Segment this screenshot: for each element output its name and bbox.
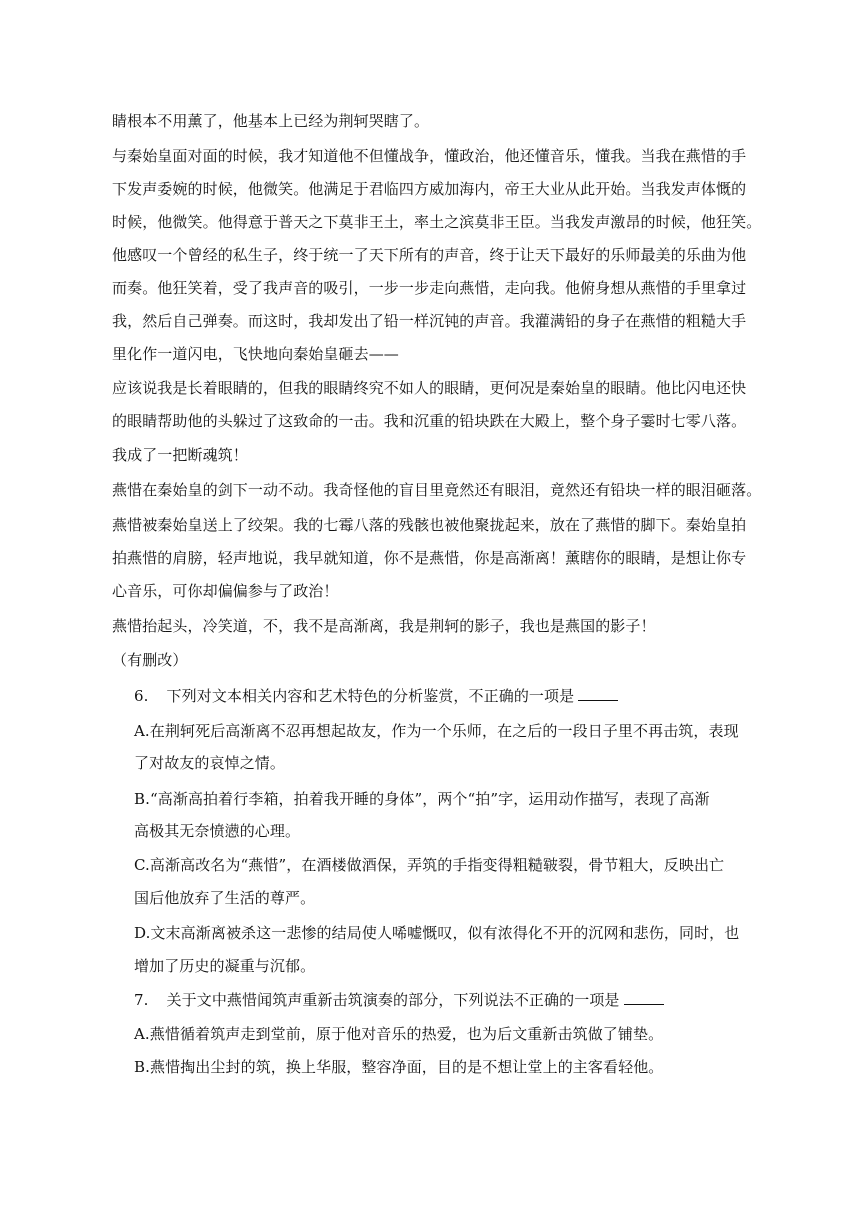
passage-line: 我，然后自己弹奏。而这时，我却发出了铅一样沉钝的声音。我灌满铅的身子在燕惜的粗糙大手 <box>112 312 747 330</box>
question-stem <box>134 686 618 706</box>
option-d-line-1: D.文末高渐离被杀这一悲惨的结局使人唏嘘慨叹，似有浓得化不开的沉网和悲伤，同时，也 <box>134 924 740 942</box>
answer-blank[interactable] <box>624 990 664 1005</box>
option-a-line-2: 了对故友的哀悼之情。 <box>134 754 286 772</box>
passage-line: 拍燕惜的肩膀，轻声地说，我早就知道，你不是燕惜，你是高渐离！薰瞎你的眼睛，是想让你专 <box>112 549 747 567</box>
passage-line: 心音乐，可你却偏偏参与了政治！ <box>112 582 339 600</box>
passage-line: 下发声委婉的时候，他微笑。他满足于君临四方威加海内，帝王大业从此开始。当我发声体慨的 <box>112 180 747 198</box>
passage-line: 时候，他微笑。他得意于普天之下莫非王土，率土之滨莫非王臣。当我发声激昂的时候，他狂笑。 <box>112 213 762 231</box>
passage-line: 睛根本不用薰了，他基本上已经为荆轲哭瞎了。 <box>112 112 430 130</box>
option-c-line-1: C.高渐高改名为“燕惜”，在酒楼做酒保，弄筑的手指变得粗糙皲裂，骨节粗大，反映出亡 <box>134 856 725 874</box>
option-b-line-1: B.“高渐高拍着行李箱，拍着我开睡的身体”，两个“拍”字，运用动作描写，表现了高渐 <box>134 790 710 808</box>
question-number: 6. <box>134 687 149 705</box>
passage-line: 他感叹一个曾经的私生子，终于统一了天下所有的声音，终于让天下最好的乐师最美的乐曲为他 <box>112 246 747 264</box>
passage-line: 而奏。他狂笑着，受了我声音的吸引，一步一步走向燕惜，走向我。他俯身想从燕惜的手里拿过 <box>112 279 747 297</box>
passage-line: 与秦始皇面对面的时候，我才知道他不但懂战争，懂政治，他还懂音乐，懂我。当我在燕惜的手 <box>112 147 747 165</box>
option-a-line-1: A.在荆轲死后高渐离不忍再想起故友，作为一个乐师，在之后的一段日子里不再击筑，表现 <box>134 722 739 740</box>
passage-line: 燕惜抬起头，冷笑道，不，我不是高渐离，我是荆轲的影子，我也是燕国的影子！ <box>112 617 656 635</box>
passage-line: 应该说我是长着眼睛的，但我的眼睛终究不如人的眼睛，更何况是秦始皇的眼睛。他比闪电还快 <box>112 379 747 397</box>
question-number: 7. <box>134 991 149 1009</box>
option-b: B.燕惜掏出尘封的筑，换上华服，整容净面，目的是不想让堂上的主客看轻他。 <box>134 1058 664 1076</box>
question-text: 下列对文本相关内容和艺术特色的分析鉴赏，不正确的一项是 <box>166 687 575 705</box>
passage-line: 燕惜在秦始皇的剑下一动不动。我奇怪他的盲目里竟然还有眼泪，竟然还有铅块一样的眼泪砸落。 <box>112 481 762 499</box>
option-a: A.燕惜循着筑声走到堂前，原于他对音乐的热爱，也为后文重新击筑做了铺垫。 <box>134 1025 664 1043</box>
option-b-line-2: 高极其无奈愤懑的心理。 <box>134 822 301 840</box>
passage-line: 的眼睛帮助他的头躲过了这致命的一击。我和沉重的铅块跌在大殿上，整个身子霎时七零八落。 <box>112 412 747 430</box>
passage-line: 里化作一道闪电，飞快地向秦始皇砸去—— <box>112 345 399 363</box>
option-d-line-2: 增加了历史的凝重与沉郁。 <box>134 957 316 975</box>
passage-line: 燕惜被秦始皇送上了绞架。我的七霉八落的残骸也被他聚拢起来，放在了燕惜的脚下。秦始皇拍 <box>112 516 747 534</box>
answer-blank[interactable] <box>578 686 618 701</box>
passage-line: 我成了一把断魂筑！ <box>112 446 248 464</box>
source-note: （有删改） <box>112 651 188 669</box>
question-stem <box>134 990 664 1010</box>
question-text: 关于文中燕惜闻筑声重新击筑演奏的部分，下列说法不正确的一项是 <box>166 991 620 1009</box>
option-c-line-2: 国后他放弃了生活的尊严。 <box>134 889 316 907</box>
